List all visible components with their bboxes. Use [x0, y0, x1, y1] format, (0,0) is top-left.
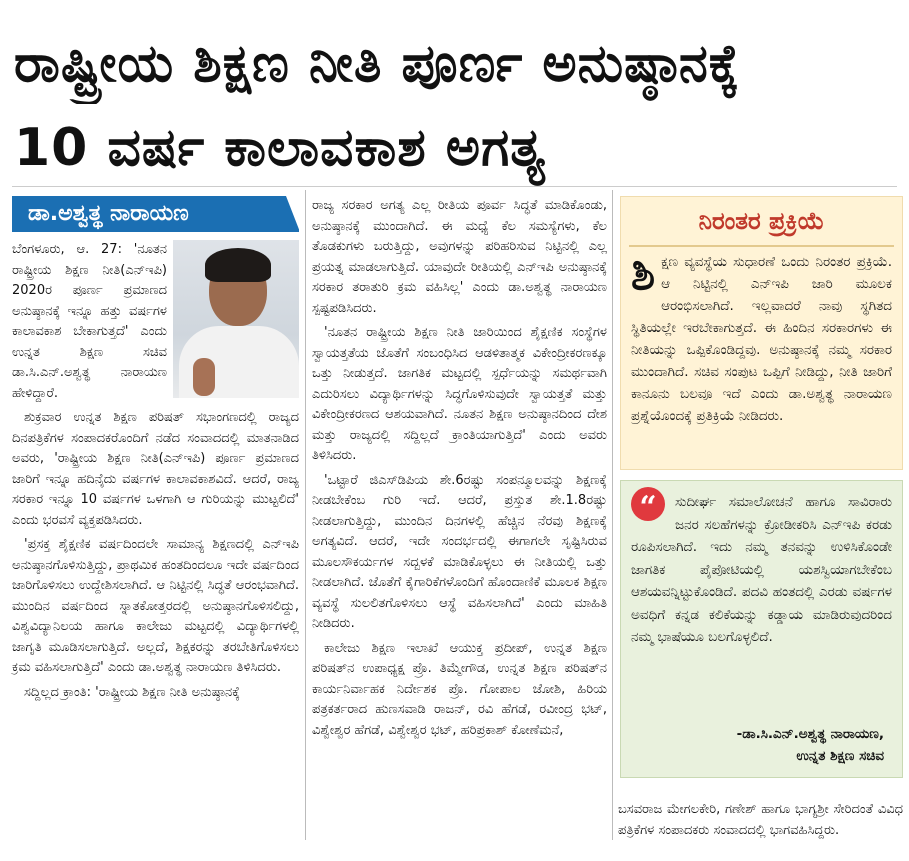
headline-line-1: ರಾಷ್ಟ್ರೀಯ ಶಿಕ್ಷಣ ನೀತಿ ಪೂರ್ಣ ಅನುಷ್ಠಾನಕ್ಕೆ: [14, 34, 741, 94]
sidebar-title-rule: [629, 245, 894, 247]
drop-cap: ಶಿ: [631, 249, 656, 300]
headline-line-2: 10 ವರ್ಷ ಕಾಲಾವಕಾಶ ಅಗತ್ಯ: [14, 118, 546, 178]
quote-sig-name: -ಡಾ.ಸಿ.ಎನ್.ಅಶ್ವತ್ಥ ನಾರಾಯಣ,: [736, 726, 884, 742]
sidebar-body: ಕ್ಷಣ ವ್ಯವಸ್ಥೆಯ ಸುಧಾರಣೆ ಒಂದು ನಿರಂತರ ಪ್ರಕ್ರಿಯೆ. ಆ ನಿಟ್ಟಿನಲ್ಲಿ ಎನ್‌ಇಪಿ ಜಾರಿ ಮೂಲಕ ಆರಂಭಿಸಲಾಗಿದೆ. ಇಲ್ಲವಾದರೆ ನಾವು ಸ್ಥಗಿತದ ಸ್ಥಿತಿಯಲ್ಲೇ ಇರಬೇಕಾಗುತ್ತದೆ. ಈ ಹಿಂದಿನ ಸರಕಾರಗಳು ಈ ನೀತಿಯನ್ನು ಒಪ್ಪಿಕೊಂಡಿದ್ದವು. ಅನುಷ್ಠಾನಕ್ಕೆ ನಮ್ಮ ಸರಕಾರ ಮುಂದಾಗಿದೆ. ಸಚಿವ ಸಂಪುಟ ಒಪ್ಪಿಗೆ ನೀಡಿದ್ದು, ನೀತಿ ಜಾರಿಗೆ ಕಾನೂನು ಬಲವೂ ಇದೆ ಎಂದು ಡಾ.ಅಶ್ವತ್ಥ ನಾರಾಯಣ ಪ್ರಶ್ನೆಯೊಂದಕ್ಕೆ ಪ್ರತಿಕ್ರಿಯೆ ನೀಡಿದರು.: [631, 254, 892, 424]
quote-mark-icon: “: [631, 487, 665, 521]
sidebar-box-continuous-process: [620, 196, 903, 470]
article-column-3-continued: [618, 800, 903, 845]
quote-box: [620, 480, 903, 778]
column-divider: [612, 190, 613, 840]
quote-sig-title: ಉನ್ನತ ಶಿಕ್ಷಣ ಸಚಿವ: [796, 748, 884, 764]
byline-name: ಡಾ.ಅಶ್ವತ್ಥ ನಾರಾಯಣ: [28, 201, 189, 226]
article-paragraph: ಬಸವರಾಜ ಮೇಗಲಕೇರಿ, ಗಣೇಶ್ ಹಾಗೂ ಭಾಗ್ಯಶ್ರೀ ಸೇರಿದಂತೆ ವಿವಿಧ ಪತ್ರಿಕೆಗಳ ಸಂಪಾದಕರು ಸಂವಾದದಲ್ಲಿ ಭಾಗವಹಿಸಿದ್ದರು.: [618, 802, 903, 838]
article-column-1: [12, 196, 299, 818]
article-intro: ಬೆಂಗಳೂರು, ಆ. 27: 'ನೂತನ ರಾಷ್ಟ್ರೀಯ ಶಿಕ್ಷಣ ನೀತಿ(ಎನ್‌ಇಪಿ) 2020ರ ಪೂರ್ಣ ಪ್ರಮಾಣದ ಅನುಷ್ಠಾನಕ್ಕೆ ಇನ್ನೂ ಹತ್ತು ವರ್ಷಗಳ ಕಾಲಾವಕಾಶ ಬೇಕಾಗುತ್ತದೆ' ಎಂದು ಉನ್ನತ ಶಿಕ್ಷಣ ಸಚಿವ ಡಾ.ಸಿ.ಎನ್.ಅಶ್ವತ್ಥ ನಾರಾಯಣ ಹೇಳಿದ್ದಾರೆ.: [12, 242, 167, 401]
column-divider: [305, 190, 306, 840]
quote-text: [631, 491, 892, 649]
headline-divider: [12, 186, 897, 187]
article-column-2: [312, 196, 607, 836]
sidebar-title: ನಿರಂತರ ಪ್ರಕ್ರಿಯೆ: [698, 207, 825, 235]
article-paragraph: 'ನೂತನ ರಾಷ್ಟ್ರೀಯ ಶಿಕ್ಷಣ ನೀತಿ ಜಾರಿಯಿಂದ ಶೈಕ್ಷಣಿಕ ಸಂಸ್ಥೆಗಳ ಸ್ವಾಯತ್ತತೆಯ ಜೊತೆಗೆ ಸಂಬಂಧಿಸಿದ ಆಡಳಿತಾತ್ಮಕ ವಿಕೇಂದ್ರೀಕರಣಕ್ಕೂ ಒತ್ತು ನೀಡುತ್ತದೆ. ಜಾಗತಿಕ ಮಟ್ಟದಲ್ಲಿ ಸ್ಪರ್ಧೆಯನ್ನು ಸಮರ್ಥವಾಗಿ ಎದುರಿಸಲು ವಿದ್ಯಾರ್ಥಿಗಳನ್ನು ಸಿದ್ಧಗೊಳಿಸುವುದೇ ಸ್ವಾಯತ್ತತೆ ಮತ್ತು ವಿಕೇಂದ್ರೀಕರಣದ ಆಶಯವಾಗಿದೆ. ನೂತನ ಶಿಕ್ಷಣ ಅನುಷ್ಠಾನದಿಂದ ದೇಶ ಮತ್ತು ರಾಜ್ಯದಲ್ಲಿ ಸದ್ದಿಲ್ಲದೆ ಕ್ರಾಂತಿಯಾಗುತ್ತಿದೆ' ಎಂದು ಅವರು ತಿಳಿಸಿದರು.: [312, 325, 607, 463]
article-paragraph: ಕಾಲೇಜು ಶಿಕ್ಷಣ ಇಲಾಖೆ ಆಯುಕ್ತ ಪ್ರದೀಪ್, ಉನ್ನತ ಶಿಕ್ಷಣ ಪರಿಷತ್‌ನ ಉಪಾಧ್ಯಕ್ಷ ಪ್ರೊ. ತಿಮ್ಮೇಗೌಡ, ಉನ್ನತ ಶಿಕ್ಷಣ ಪರಿಷತ್‌ನ ಕಾರ್ಯನಿರ್ವಾಹಕ ನಿರ್ದೇಶಕ ಪ್ರೊ. ಗೋಪಾಲ ಜೋಶಿ, ಹಿರಿಯ ಪತ್ರಕರ್ತರಾದ ಹುಣಸವಾಡಿ ರಾಜನ್, ರವಿ ಹೆಗಡೆ, ರವೀಂದ್ರ ಭಟ್, ವಿಶ್ವೇಶ್ವರ ಹೆಗಡೆ, ವಿಶ್ವೇಶ್ವರ ಭಟ್, ಹರಿಪ್ರಕಾಶ್ ಕೋಣೆಮನೆ,: [312, 640, 607, 738]
quote-body: ಸುದೀರ್ಘ ಸಮಾಲೋಚನೆ ಹಾಗೂ ಸಾವಿರಾರು ಜನರ ಸಲಹೆಗಳನ್ನು ಕ್ರೋಡೀಕರಿಸಿ ಎನ್‌ಇಪಿ ಕರಡು ರೂಪಿಸಲಾಗಿದೆ. ಇದು ನಮ್ಮ ತನವನ್ನು ಉಳಿಸಿಕೊಂಡೇ ಜಾಗತಿಕ ಪೈಪೋಟಿಯಲ್ಲಿ ಯಶಸ್ವಿಯಾಗಬೇಕೆಂಬ ಆಶಯವನ್ನಿಟ್ಟುಕೊಂಡಿದೆ. ಪದವಿ ಹಂತದಲ್ಲಿ ಎರಡು ವರ್ಷಗಳ ಅವಧಿಗೆ ಕನ್ನಡ ಕಲಿಕೆಯನ್ನು ಕಡ್ಡಾಯ ಮಾಡಿರುವುದರಿಂದ ನಮ್ಮ ಭಾಷೆಯೂ ಬಲಗೊಳ್ಳಲಿದೆ.: [631, 494, 892, 645]
article-paragraph: ರಾಜ್ಯ ಸರಕಾರ ಅಗತ್ಯ ಎಲ್ಲ ರೀತಿಯ ಪೂರ್ವ ಸಿದ್ಧತೆ ಮಾಡಿಕೊಂಡು, ಅನುಷ್ಠಾನಕ್ಕೆ ಮುಂದಾಗಿದೆ. ಈ ಮಧ್ಯೆ ಕೆಲ ಸಮಸ್ಯೆಗಳು, ಕೆಲ ತೊಡಕುಗಳು ಬರುತ್ತಿದ್ದು, ಅವುಗಳನ್ನು ಪರಿಹರಿಸುವ ನಿಟ್ಟಿನಲ್ಲಿ ಎಲ್ಲ ಪ್ರಯತ್ನ ಮಾಡಲಾಗುತ್ತಿದೆ. ಯಾವುದೇ ರೀತಿಯಲ್ಲಿ ಎನ್‌ಇಪಿ ಅನುಷ್ಠಾನಕ್ಕೆ ಸರಕಾರ ತರಾತುರಿ ಕ್ರಮ ವಹಿಸಿಲ್ಲ' ಎಂದು ಡಾ.ಅಶ್ವತ್ಥ ನಾರಾಯಣ ಸ್ಪಷ್ಟಪಡಿಸಿದರು.: [312, 198, 607, 316]
byline: [12, 196, 299, 232]
article-paragraph: ಶುಕ್ರವಾರ ಉನ್ನತ ಶಿಕ್ಷಣ ಪರಿಷತ್ ಸಭಾಂಗಣದಲ್ಲಿ ರಾಜ್ಯದ ದಿನಪತ್ರಿಕೆಗಳ ಸಂಪಾದಕರೊಂದಿಗೆ ನಡೆದ ಸಂವಾದದಲ್ಲಿ ಮಾತನಾಡಿದ ಅವರು, 'ರಾಷ್ಟ್ರೀಯ ಶಿಕ್ಷಣ ನೀತಿ(ಎನ್‌ಇಪಿ) ಪೂರ್ಣ ಪ್ರಮಾಣದ ಜಾರಿಗೆ ಇನ್ನೂ ಹದಿನೈದು ವರ್ಷಗಳ ಕಾಲಾವಕಾಶವಿದೆ. ಆದರೆ, ರಾಜ್ಯ ಸರಕಾರ ಇನ್ನೂ 10 ವರ್ಷಗಳ ಒಳಗಾಗಿ ಆ ಗುರಿಯನ್ನು ಮುಟ್ಟಲಿದೆ' ಎಂದು ಭರವಸೆ ವ್ಯಕ್ತಪಡಿಸಿದರು.: [12, 410, 299, 528]
article-paragraph: 'ಪ್ರಸಕ್ತ ಶೈಕ್ಷಣಿಕ ವರ್ಷದಿಂದಲೇ ಸಾಮಾನ್ಯ ಶಿಕ್ಷಣದಲ್ಲಿ ಎನ್‌ಇಪಿ ಅನುಷ್ಠಾನಗೊಳಿಸುತ್ತಿದ್ದು, ಪ್ರಾಥಮಿಕ ಹಂತದಿಂದಲೂ ಇದೇ ವರ್ಷದಿಂದ ಜಾರಿಗೊಳಿಸಲು ಉದ್ದೇಶಿಸಲಾಗಿದೆ. ಆ ನಿಟ್ಟಿನಲ್ಲಿ ಸಿದ್ಧತೆ ಆರಂಭವಾಗಿದೆ. ಮುಂದಿನ ವರ್ಷದಿಂದ ಸ್ನಾತಕೋತ್ತರದಲ್ಲಿ ಅನುಷ್ಠಾನಗೊಳಿಸಲಿದ್ದು, ವಿಶ್ವವಿದ್ಯಾನಿಲಯ ಹಾಗೂ ಕಾಲೇಜು ಮಟ್ಟದಲ್ಲಿ ವಿದ್ಯಾರ್ಥಿಗಳಲ್ಲಿ ಜಾಗೃತಿ ಮೂಡಿಸಲಾಗುತ್ತಿದೆ. ಅಲ್ಲದೆ, ಶಿಕ್ಷಕರನ್ನು ತರಬೇತಿಗೊಳಿಸಲು ಕ್ರಮ ವಹಿಸಲಾಗುತ್ತಿದೆ' ಎಂದು ಡಾ.ಅಶ್ವತ್ಥ ನಾರಾಯಣ ತಿಳಿಸಿದರು.: [12, 537, 299, 675]
quote-signature: [737, 723, 884, 767]
article-subhead-paragraph: ಸದ್ದಿಲ್ಲದ ಕ್ರಾಂತಿ: 'ರಾಷ್ಟ್ರೀಯ ಶಿಕ್ಷಣ ನೀತಿ ಅನುಷ್ಠಾನಕ್ಕೆ: [24, 684, 240, 700]
sidebar-text: [631, 251, 892, 427]
article-paragraph: 'ಒಟ್ಟಾರೆ ಜಿಎಸ್‌ಡಿಪಿಯ ಶೇ.6ರಷ್ಟು ಸಂಪನ್ಮೂಲವನ್ನು ಶಿಕ್ಷಣಕ್ಕೆ ನೀಡಬೇಕೆಂಬ ಗುರಿ ಇದೆ. ಆದರೆ, ಪ್ರಸ್ತುತ ಶೇ.1.8ರಷ್ಟು ನೀಡಲಾಗುತ್ತಿದ್ದು, ಮುಂದಿನ ದಿನಗಳಲ್ಲಿ ಹೆಚ್ಚಿನ ನೆರವು ಶಿಕ್ಷಣಕ್ಕೆ ಅಗತ್ಯವಿದೆ. ಆದರೆ, ಇದೇ ಸಂದರ್ಭದಲ್ಲಿ ಈಗಾಗಲೇ ಸೃಷ್ಟಿಸಿರುವ ಮೂಲಸೌಕರ್ಯಗಳ ಸದ್ಬಳಕೆ ಮಾಡಿಕೊಳ್ಳಲು ಈ ನೀತಿಯಲ್ಲಿ ಒತ್ತು ನೀಡಲಾಗಿದೆ. ಜೊತೆಗೆ ಕೈಗಾರಿಕೆಗಳೊಂದಿಗೆ ಹೊಂದಾಣಿಕೆ ಮೂಲಕ ಶಿಕ್ಷಣ ವ್ಯವಸ್ಥೆ ಸುಲಲಿತಗೊಳಿಸಲು ಆಸ್ಥೆ ವಹಿಸಲಾಗಿದೆ' ಎಂದು ಮಾಹಿತಿ ನೀಡಿದರು.: [312, 472, 607, 631]
minister-photo: [173, 240, 299, 398]
